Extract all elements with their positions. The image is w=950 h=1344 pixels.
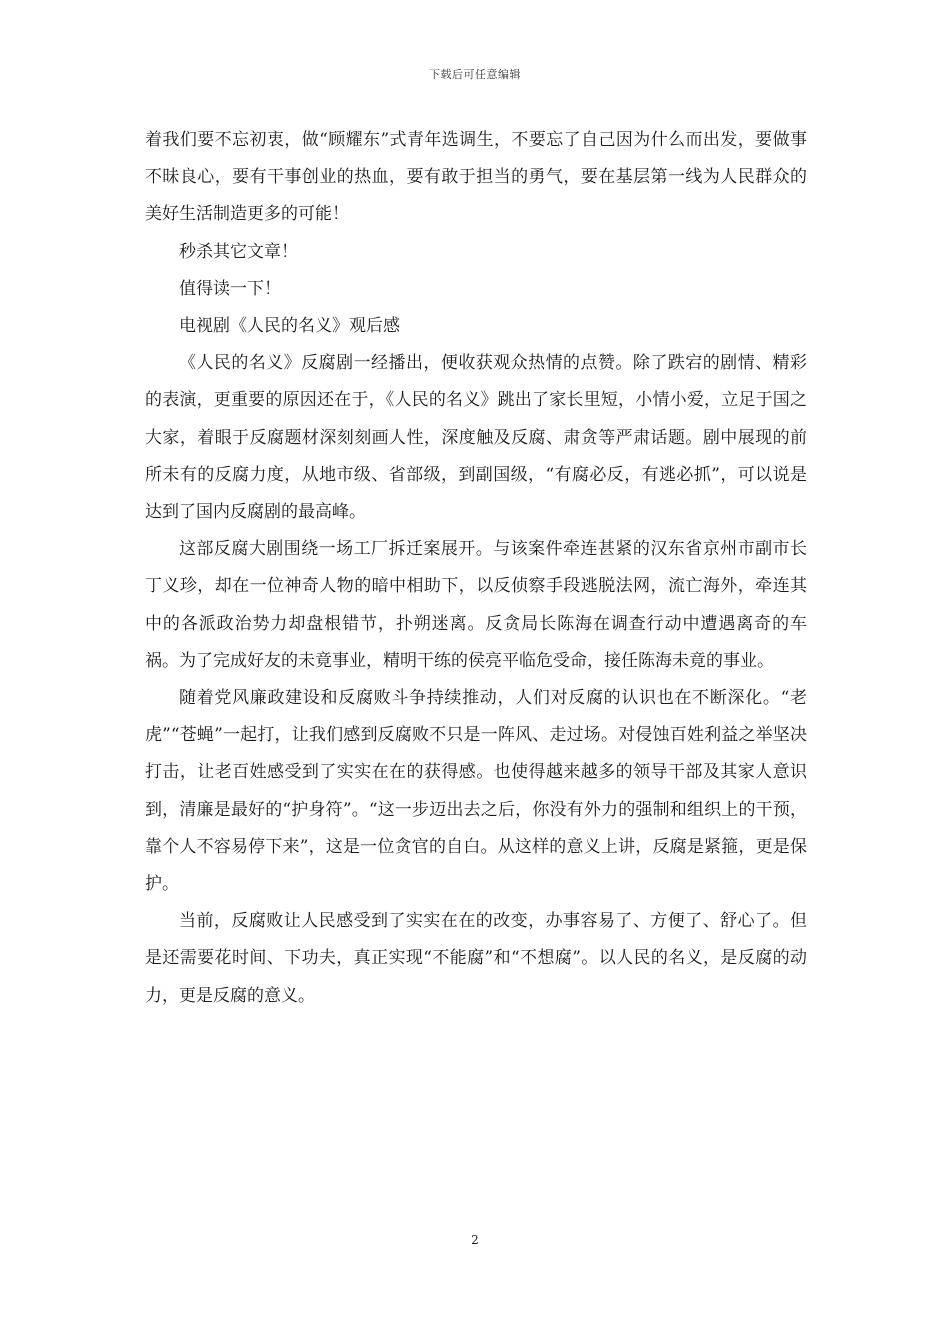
page-number: 2 — [471, 1233, 479, 1247]
paragraph-anticorruption: 随着党风廉政建设和反腐败斗争持续推动，人们对反腐的认识也在不断深化。“老虎”“苍蝇”一起打，让我们感到反腐败不只是一阵风、走过场。对侵蚀百姓利益之举坚决打击，让老百姓感受到了实实在在的获得感。也使得越来越多的领导干部及其家人意识到，清廉是最好的“护身符”。“这一步迈出去之后，你没有外力的强制和组织上的干预，靠个人不容易停下来”，这是一位贪官的自白。从这样的意义上讲，反腐是紧箍，更是保护。 — [145, 688, 807, 895]
paragraph-intro: 《人民的名义》反腐剧一经播出，便收获观众热情的点赞。除了跌宕的剧情、精彩的表演，更重要的原因还在于，《人民的名义》跳出了家长里短，小情小爱，立足于国之大家，着眼于反腐题材深刻刻画人性，深度触及反腐、肃贪等严肃话题。剧中展现的前所未有的反腐力度，从地市级、省部级，到副国级，“有腐必反，有逃必抓”，可以说是达到了国内反腐剧的最高峰。 — [145, 353, 807, 523]
paragraph-conclusion: 当前，反腐败让人民感受到了实实在在的改变，办事容易了、方便了、舒心了。但是还需要花时间、下功夫，真正实现“不能腐”和“不想腐”。以人民的名义，是反腐的动力，更是反腐的意义。 — [145, 911, 807, 1006]
article-title: 电视剧《人民的名义》观后感 — [179, 316, 400, 337]
document-body — [145, 122, 807, 1015]
paragraph-worth-reading: 值得读一下！ — [179, 278, 281, 299]
paragraph-plot: 这部反腐大剧围绕一场工厂拆迁案展开。与该案件牵连甚紧的汉东省京州市副市长丁义珍，却在一位神奇人物的暗中相助下，以反侦察手段逃脱法网，流亡海外，牵连其中的各派政治势力却盘根错节，扑朔迷离。反贪局长陈海在调查行动中遭遇离奇的车祸。为了完成好友的未竟事业，精明干练的侯亮平临危受命，接任陈海未竟的事业。 — [145, 539, 807, 671]
page-header-note: 下载后可任意编辑 — [429, 68, 521, 81]
paragraph-continuation: 着我们要不忘初衷，做“顾耀东”式青年选调生，不要忘了自己因为什么而出发，要做事不昧良心，要有干事创业的热血，要有敢于担当的勇气，要在基层第一线为人民群众的美好生活制造更多的可能！ — [145, 130, 807, 225]
paragraph-recommend: 秒杀其它文章！ — [179, 241, 298, 262]
